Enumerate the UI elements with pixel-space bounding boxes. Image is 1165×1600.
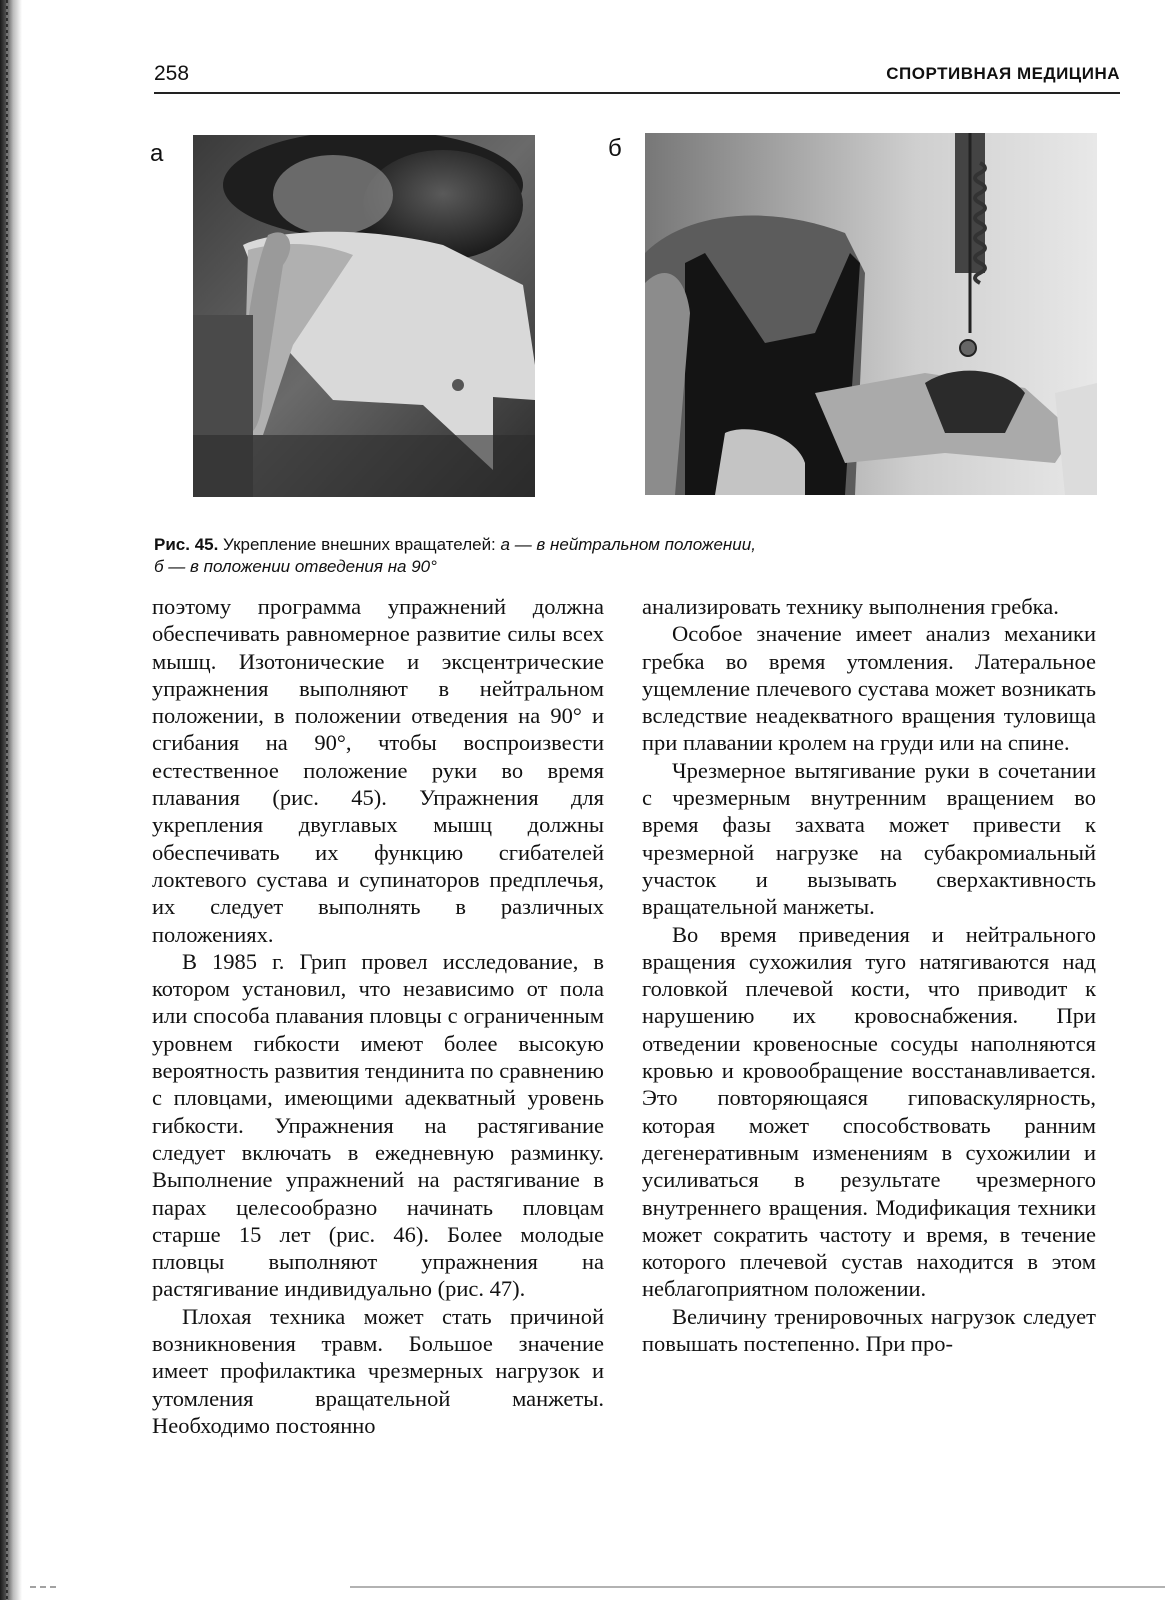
- figure-panel-a-letter: а: [150, 140, 164, 167]
- left-text-column: [152, 593, 604, 1439]
- figure-panel-b-letter: б: [608, 135, 622, 162]
- page-header: [154, 58, 1120, 94]
- caption-label: Рис. 45.: [154, 535, 219, 554]
- paragraph: анализировать технику выполнения гребка.: [642, 594, 1059, 619]
- paragraph: поэтому программа упражнений должна обеспечивать равномерное развитие силы всех мышц. Изотонические и эксцентрические упражнения выполняют в нейтральном положении, в положении отведения на 90° и сгибания на 90°, чтобы воспроизвести естественное положение руки во время плавания (рис. 45). Упражнения для укрепления двуглавых мышц должны обеспечивать их функцию сгибателей локтевого сустава и супинаторов предплечья, их следует выполнять в различных положениях.: [152, 594, 604, 947]
- running-title: СПОРТИВНАЯ МЕДИЦИНА: [886, 64, 1120, 83]
- paragraph: Плохая техника может стать причиной возникновения травм. Большое значение имеет профилактика чрезмерных нагрузок и утомления вращательной манжеты. Необходимо постоянно: [152, 1303, 604, 1438]
- figure-caption: [154, 534, 1054, 578]
- book-binding-shadow: [0, 0, 22, 1600]
- paragraph: Особое значение имеет анализ механики гребка во время утомления. Латеральное ущемление плечевого сустава может возникать вследствие неадекватного вращения туловища при плавании кролем на груди или на спине.: [642, 621, 1096, 756]
- right-text-column: [642, 593, 1096, 1357]
- page-number: 258: [154, 62, 190, 85]
- figure-photo-a: [193, 135, 535, 497]
- paragraph: Величину тренировочных нагрузок следует повышать постепенно. При про-: [642, 1303, 1096, 1357]
- caption-text: Укрепление внешних вращателей:: [218, 535, 501, 554]
- paragraph: В 1985 г. Грип провел исследование, в котором установил, что независимо от пола или способа плавания пловцы с ограниченным уровнем гибкости имеют более высокую вероятность развития тендинита по сравнению с пловцами, имеющими адекватный уровень гибкости. Упражнения на растягивание следует включать в ежедневную разминку. Выполнение упражнений на растягивание в парах целесообразно начинать пловцам старше 15 лет (рис. 46). Более молодые пловцы выполняют упражнения на растягивание индивидуально (рис. 47).: [152, 948, 604, 1302]
- paragraph: Во время приведения и нейтрального вращения сухожилия туго натягиваются над головкой плечевой кости, что приводит к нарушению их кровоснабжения. При отведении кровеносные сосуды наполняются кровью и кровообращение восстанавливается. Это повторяющаяся гиповаскулярность, которая может способствовать ранним дегенеративным изменениям в сухожилии и усиливаться в результате чрезмерного внутреннего вращения. Модификация техники может сократить частоту и время, в течение которого плечевой сустав находится в этом неблагоприятном положении.: [642, 921, 1096, 1302]
- scan-edge-line: [0, 1585, 1165, 1589]
- figure-photo-b: [645, 133, 1097, 495]
- caption-italic-line1: а — в нейтральном положении,: [500, 535, 756, 554]
- paragraph: Чрезмерное вытягивание руки в сочетании с чрезмерным внутренним вращением во время фазы захвата может привести к чрезмерной нагрузке на субакромиальный участок и вызывать сверхактивность вращательной манжеты.: [642, 757, 1096, 920]
- caption-italic-line2: б — в положении отведения на 90°: [154, 557, 437, 576]
